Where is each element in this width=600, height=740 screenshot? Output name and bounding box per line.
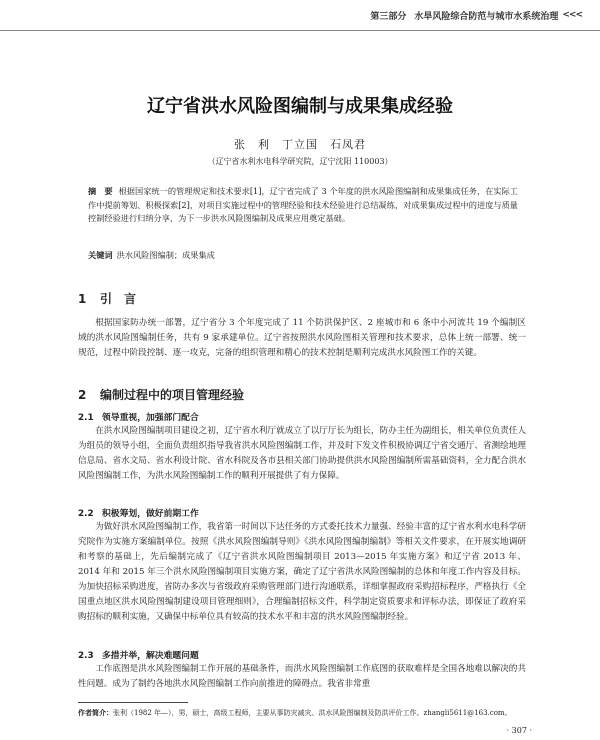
running-header (0, 0, 600, 31)
section-2-1-paragraph: 在洪水风险图编制项目建设之初，辽宁省水利厅就成立了以厅厅长为组长，防办主任为副组长，相关单位负责任人为组员的领导小组，全面负责组织指导我省洪水风险图编制工作，并及时下发文件积极协调辽宁省交通厅、省测绘地理信息局、省水文局、省水利设计院、省水科院及各市县相关部门协助提供洪水风险图编制所需基础资料，全力配合洪水风险图编制工作，为洪水风险图编制工作的顺利开展提供了有力保障。 (78, 426, 526, 481)
subsection-title: 领导重视，加强部门配合 (102, 413, 199, 423)
author-footnote (78, 708, 538, 718)
authors: 张 利 丁立国 石凤君 (234, 138, 366, 151)
footnote-label: 作者简介： (78, 709, 113, 717)
section-2-3-heading (78, 648, 199, 661)
section-2-3-paragraph: 工作底图是洪水风险图编制工作开展的基础条件，而洪水风险图编制工作底图的获取难样是全国各地难以解决的共性问题。成为了制约各地洪水风险图编制工作向前推进的障碍点。我省非常重 (78, 664, 526, 689)
footnote-text: 张利（1982 年—），男，硕士，高级工程师，主要从事防灾减灾、洪水风险图编制及防洪评价工作。zhangli5611@163.com。 (113, 709, 512, 717)
subsection-number: 2.2 (78, 509, 94, 519)
keywords (88, 250, 518, 261)
section-1-heading (78, 290, 136, 307)
section-title: 编制过程中的项目管理经验 (100, 388, 245, 402)
subsection-title: 多措并举，解决难题问题 (102, 651, 199, 661)
page-number: · 307 · (506, 726, 532, 735)
section-2-1-heading (78, 410, 199, 423)
section-number: 2 (78, 388, 87, 402)
header-chevron-icon: <<< (562, 10, 582, 20)
footnote-divider (78, 702, 188, 703)
header-part: 第三部分 (370, 11, 407, 22)
subsection-number: 2.3 (78, 651, 94, 661)
section-number: 1 (78, 292, 87, 306)
subsection-number: 2.1 (78, 413, 94, 423)
abstract-label: 摘 要 (88, 186, 113, 196)
header-section: 水旱风险综合防范与城市水系统治理 (414, 11, 559, 22)
keywords-label: 关键词 (88, 250, 113, 260)
subsection-title: 积极筹划，做好前期工作 (102, 509, 199, 519)
section-2-2-heading (78, 506, 199, 519)
keywords-text: 洪水风险图编制；成果集成 (116, 250, 215, 260)
section-title: 引 言 (100, 292, 137, 306)
abstract-text: 根据国家统一的管理规定和技术要求[1]，辽宁省完成了 3 个年度的洪水风险图编制和成果集成任务，在实际工作中提前筹划、积极探索[2]，对项目实施过程中的管理经验和技术经验进行总结凝练，对成果集成过程中的进度与质量控制经验进行归纳分享，为下一步洪水风险图编制及成果应用奠定基础。 (88, 186, 518, 223)
affiliation: （辽宁省水利水电科学研究院，辽宁沈阳 110003） (207, 157, 393, 166)
section-2-heading (78, 386, 244, 403)
section-2-2-paragraph: 为做好洪水风险图编制工作，我省第一时间以下达任务的方式委托技术力量强、经验丰富的辽宁省水利水电科学研究院作为实施方案编制单位。按照《洪水风险图编制导则》《洪水风险图编制编制》等相关文件要求，在开展实地调研和考察的基础上，先后编制完成了《辽宁省洪水风险图编制项目 2013—2015 年实施方案》和辽宁省 2013 年、2014 年和 2015 年三个洪水风险图编制项目实施方案，确定了辽宁省洪水风险图编制的总体和年度工作内容及目标。为加快招标采购进度，省防办多次与省级政府采购管理部门进行沟通联系，详细掌握政府采购招标程序，严格执行《全国重点地区洪水风险图编制建设项目管理细则》，合理编制招标文件，科学制定资质要求和评标办法，即保证了政府采购招标的顺利实施，又确保中标单位具有较高的技术水平和丰富的洪水风险图编制经验。 (78, 522, 526, 622)
section-1-paragraph: 根据国家防办统一部署，辽宁省分 3 个年度完成了 11 个防洪保护区、2 座城市和 6 条中小河流共 19 个编制区域的洪水风险图编制任务，共有 9 家承建单位。辽宁省按照洪水风险图相关管理和技术要求，总体上统一部署、统一规范，过程中阶段控制、逐一攻克，完备的组织管理和精心的技术控制是顺利完成洪水风险图工作的关键。 (78, 318, 526, 358)
paper-title: 辽宁省洪水风险图编制与成果集成经验 (147, 96, 453, 117)
abstract (88, 185, 518, 226)
